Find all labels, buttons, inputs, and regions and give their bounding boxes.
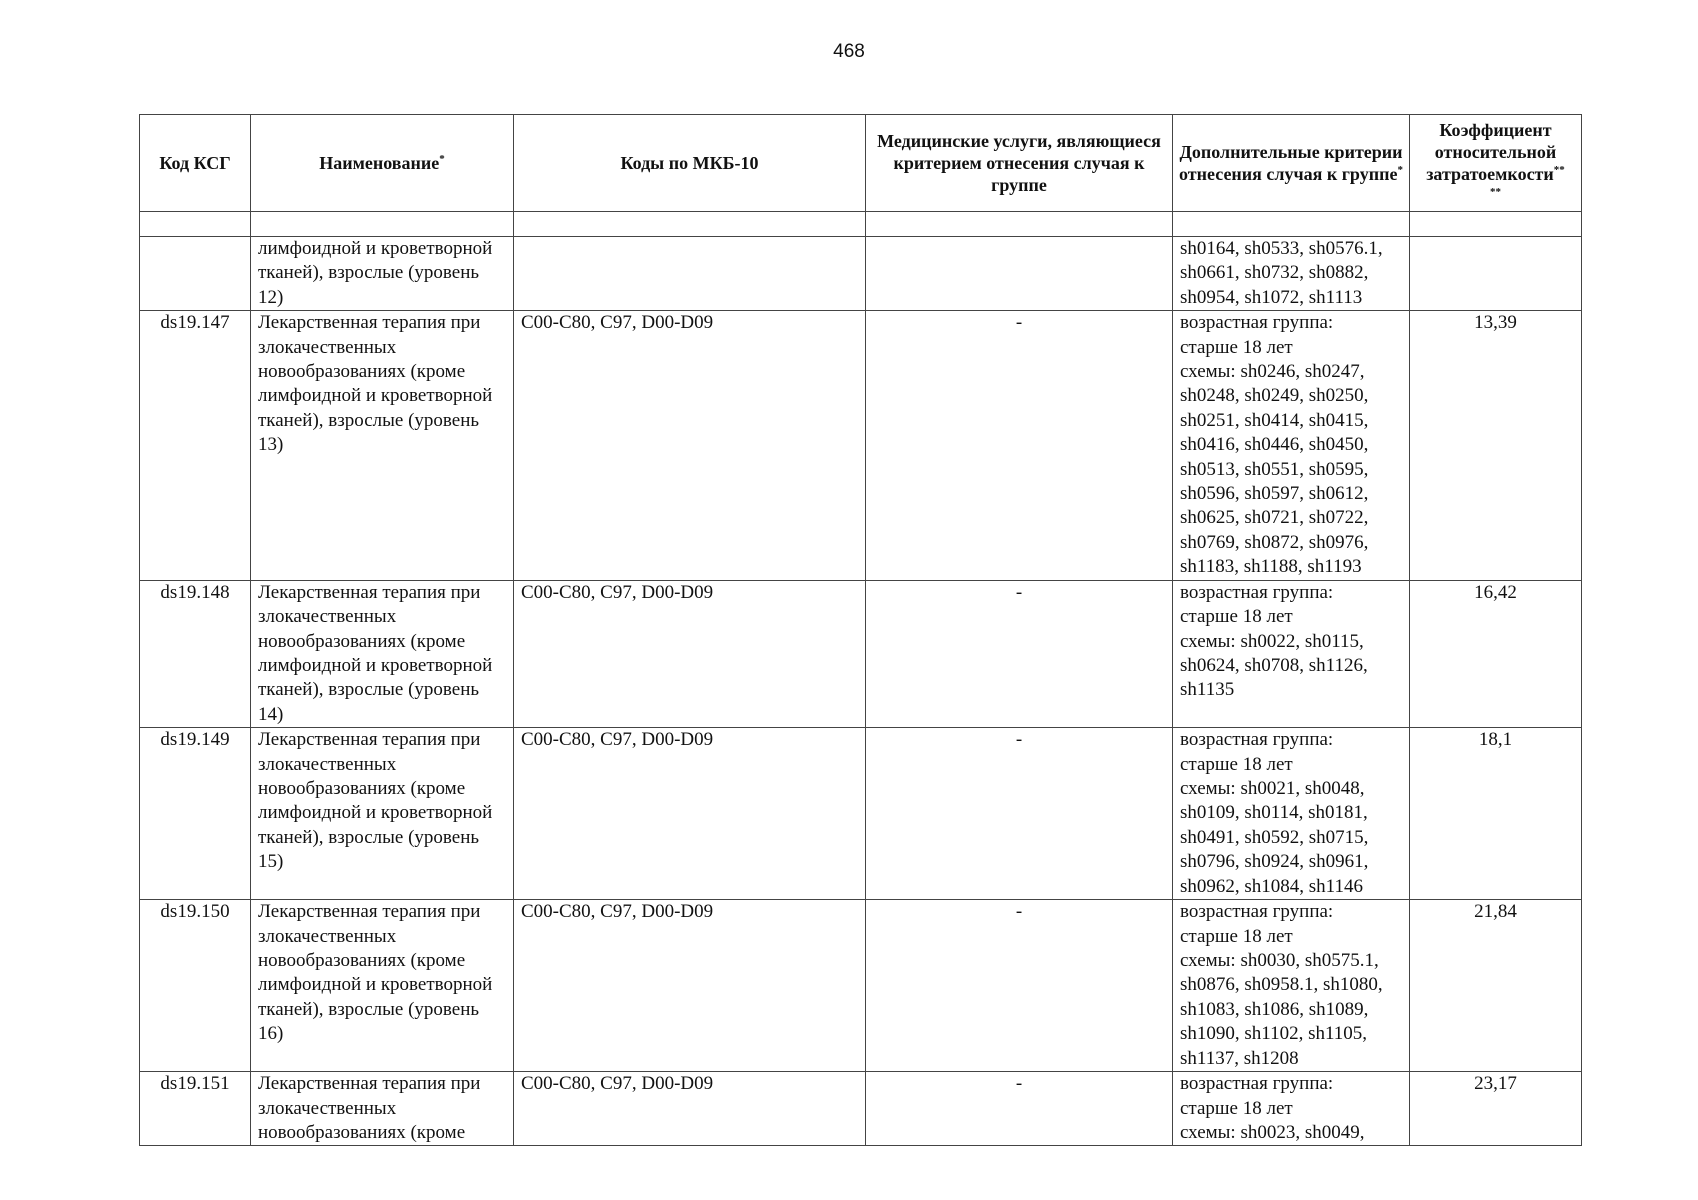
table-row [140, 311, 1582, 580]
criteria-line: sh0625, sh0721, sh0722, [1180, 507, 1369, 529]
ksg-code-cell: ds19.148 [140, 580, 251, 727]
services-cell: - [866, 728, 1173, 900]
footnote-mark-second: ** [1490, 186, 1501, 198]
criteria-line: схемы: sh0022, sh0115, [1180, 630, 1364, 652]
services-cell: - [866, 900, 1173, 1072]
criteria-cell [1173, 1072, 1410, 1146]
criteria-line: схемы: sh0030, sh0575.1, [1180, 949, 1379, 971]
criteria-line: возрастная группа: [1180, 901, 1334, 923]
criteria-line: старше 18 лет [1180, 925, 1293, 947]
criteria-line: sh0661, sh0732, sh0882, [1180, 262, 1369, 284]
table-header-row [140, 115, 1582, 212]
page-number: 468 [833, 41, 865, 62]
ksg-table [139, 114, 1582, 1146]
criteria-line: sh1090, sh1102, sh1105, [1180, 1023, 1368, 1045]
criteria-line: старше 18 лет [1180, 606, 1293, 628]
criteria-line: старше 18 лет [1180, 1097, 1293, 1119]
ksg-code-cell: ds19.147 [140, 311, 251, 580]
criteria-line: sh0769, sh0872, sh0976, [1180, 531, 1369, 553]
mkb-codes-cell: C00-C80, C97, D00-D09 [514, 1072, 866, 1146]
criteria-line: sh0962, sh1084, sh1146 [1180, 875, 1363, 897]
header-criteria: Дополнительные критерии отнесения случая к группе* [1173, 115, 1410, 212]
criteria-line: sh0624, sh0708, sh1126, [1180, 654, 1368, 676]
criteria-line: sh0513, sh0551, sh0595, [1180, 458, 1369, 480]
coefficient-cell [1410, 237, 1582, 311]
criteria-line: возрастная группа: [1180, 581, 1334, 603]
criteria-line: sh1137, sh1208 [1180, 1047, 1299, 1069]
criteria-line: sh0248, sh0249, sh0250, [1180, 385, 1369, 407]
table-row [140, 237, 1582, 311]
footnote-mark: * [1397, 164, 1403, 176]
name-cell: Лекарственная терапия при злокачественных новообразованиях (кроме лимфоидной и кроветворной тканей), взрослые (уровень 15) [251, 728, 514, 900]
criteria-line: схемы: sh0021, sh0048, [1180, 777, 1365, 799]
coefficient-cell: 13,39 [1410, 311, 1582, 580]
criteria-line: sh1083, sh1086, sh1089, [1180, 998, 1369, 1020]
ksg-code-cell: ds19.151 [140, 1072, 251, 1146]
coefficient-cell: 16,42 [1410, 580, 1582, 727]
criteria-line: sh0596, sh0597, sh0612, [1180, 483, 1369, 505]
name-cell: лимфоидной и кроветворной тканей), взрослые (уровень 12) [251, 237, 514, 311]
mkb-codes-cell: C00-C80, C97, D00-D09 [514, 580, 866, 727]
table-row [140, 728, 1582, 900]
coefficient-cell: 23,17 [1410, 1072, 1582, 1146]
criteria-line: sh0491, sh0592, sh0715, [1180, 826, 1369, 848]
services-cell: - [866, 311, 1173, 580]
mkb-codes-cell [514, 237, 866, 311]
header-mkb: Коды по МКБ-10 [514, 115, 866, 212]
criteria-line: sh0796, sh0924, sh0961, [1180, 851, 1369, 873]
criteria-line: sh0416, sh0446, sh0450, [1180, 434, 1369, 456]
criteria-line: sh0954, sh1072, sh1113 [1180, 286, 1363, 308]
mkb-codes-cell: C00-C80, C97, D00-D09 [514, 311, 866, 580]
mkb-codes-cell: C00-C80, C97, D00-D09 [514, 900, 866, 1072]
criteria-line: sh1183, sh1188, sh1193 [1180, 556, 1362, 578]
criteria-line: sh0876, sh0958.1, sh1080, [1180, 974, 1383, 996]
criteria-line: старше 18 лет [1180, 753, 1293, 775]
criteria-cell [1173, 728, 1410, 900]
coefficient-cell: 18,1 [1410, 728, 1582, 900]
criteria-line: схемы: sh0246, sh0247, [1180, 361, 1365, 383]
table-row [140, 900, 1582, 1072]
criteria-line: sh0251, sh0414, sh0415, [1180, 409, 1369, 431]
footnote-mark: * [439, 153, 445, 165]
criteria-line: возрастная группа: [1180, 1073, 1334, 1095]
table-row [140, 580, 1582, 727]
services-cell: - [866, 580, 1173, 727]
ksg-code-cell [140, 237, 251, 311]
criteria-cell [1173, 580, 1410, 727]
header-services: Медицинские услуги, являющиеся критерием отнесения случая к группе [866, 115, 1173, 212]
criteria-line: старше 18 лет [1180, 336, 1293, 358]
criteria-line: схемы: sh0023, sh0049, [1180, 1121, 1365, 1143]
criteria-line: возрастная группа: [1180, 312, 1334, 334]
services-cell: - [866, 1072, 1173, 1146]
name-cell: Лекарственная терапия при злокачественных новообразованиях (кроме [251, 1072, 514, 1146]
mkb-codes-cell: C00-C80, C97, D00-D09 [514, 728, 866, 900]
services-cell [866, 237, 1173, 311]
header-coef: Коэффициент относительной затратоемкости** ** [1410, 115, 1582, 212]
table-row [140, 1072, 1582, 1146]
criteria-line: sh0109, sh0114, sh0181, [1180, 802, 1368, 824]
criteria-line: sh1135 [1180, 679, 1235, 701]
header-code: Код КСГ [140, 115, 251, 212]
name-cell: Лекарственная терапия при злокачественных новообразованиях (кроме лимфоидной и кроветворной тканей), взрослые (уровень 16) [251, 900, 514, 1072]
criteria-cell [1173, 900, 1410, 1072]
empty-row [140, 212, 1582, 237]
name-cell: Лекарственная терапия при злокачественных новообразованиях (кроме лимфоидной и кроветворной тканей), взрослые (уровень 13) [251, 311, 514, 580]
criteria-cell [1173, 311, 1410, 580]
ksg-code-cell: ds19.150 [140, 900, 251, 1072]
name-cell: Лекарственная терапия при злокачественных новообразованиях (кроме лимфоидной и кроветворной тканей), взрослые (уровень 14) [251, 580, 514, 727]
header-name: Наименование* [251, 115, 514, 212]
ksg-code-cell: ds19.149 [140, 728, 251, 900]
footnote-mark: ** [1553, 164, 1565, 176]
criteria-line: sh0164, sh0533, sh0576.1, [1180, 238, 1383, 259]
criteria-cell [1173, 237, 1410, 311]
criteria-line: возрастная группа: [1180, 729, 1334, 751]
coefficient-cell: 21,84 [1410, 900, 1582, 1072]
